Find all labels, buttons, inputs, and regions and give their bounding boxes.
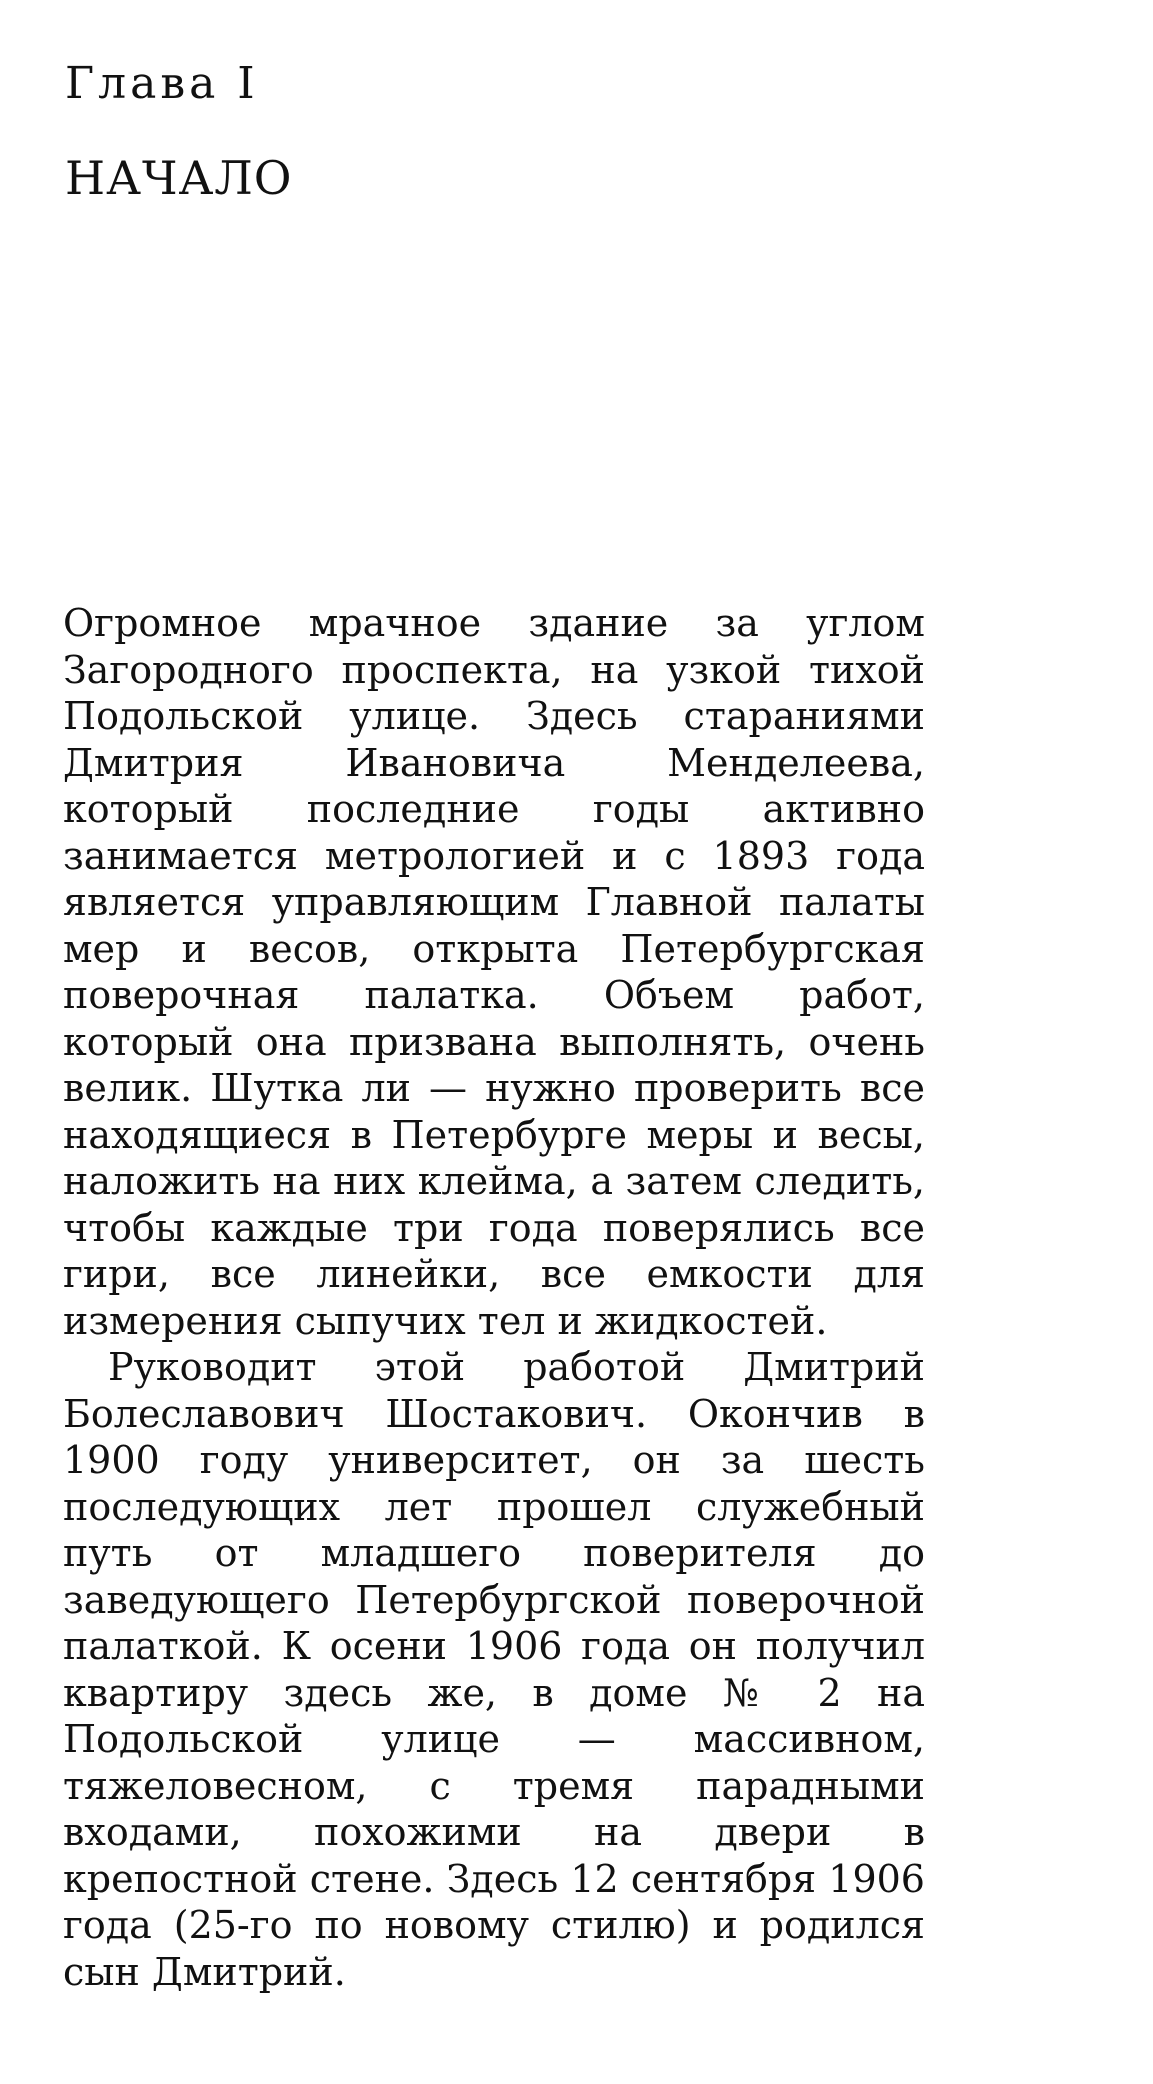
chapter-label: Глава I xyxy=(65,58,259,109)
chapter-title: НАЧАЛО xyxy=(65,151,293,205)
paragraph-1: Огромное мрачное здание за углом Загородного проспекта, на узкой тихой Подольской улице. Здесь стараниями Дмитрия Ивановича Менделеева, который последние годы активно занимается метрологией и с 1893 года является управляющим Главной палаты мер и весов, открыта Петербургская поверочная палатка. Объем работ, который она призвана выполнять, очень велик. Шутка ли — нужно проверить все находящиеся в Петербурге меры и весы, наложить на них клейма, а затем следить, чтобы каждые три года поверялись все гири, все линейки, все емкости для измерения сыпучих тел и жидкостей. xyxy=(63,601,925,1343)
paragraph-2: Руководит этой работой Дмитрий Болеславович Шостакович. Окончив в 1900 году университет, он за шесть последующих лет прошел служебный путь от младшего поверителя до заведующего Петербургской поверочной палаткой. К осени 1906 года он получил квартиру здесь же, в доме № 2 на Подольской улице — массивном, тяжеловесном, с тремя парадными входами, похожими на двери в крепостной стене. Здесь 12 сентября 1906 года (25-го по новому стилю) и родился сын Дмитрий. xyxy=(63,1345,925,1994)
chapter-body xyxy=(63,600,925,1995)
